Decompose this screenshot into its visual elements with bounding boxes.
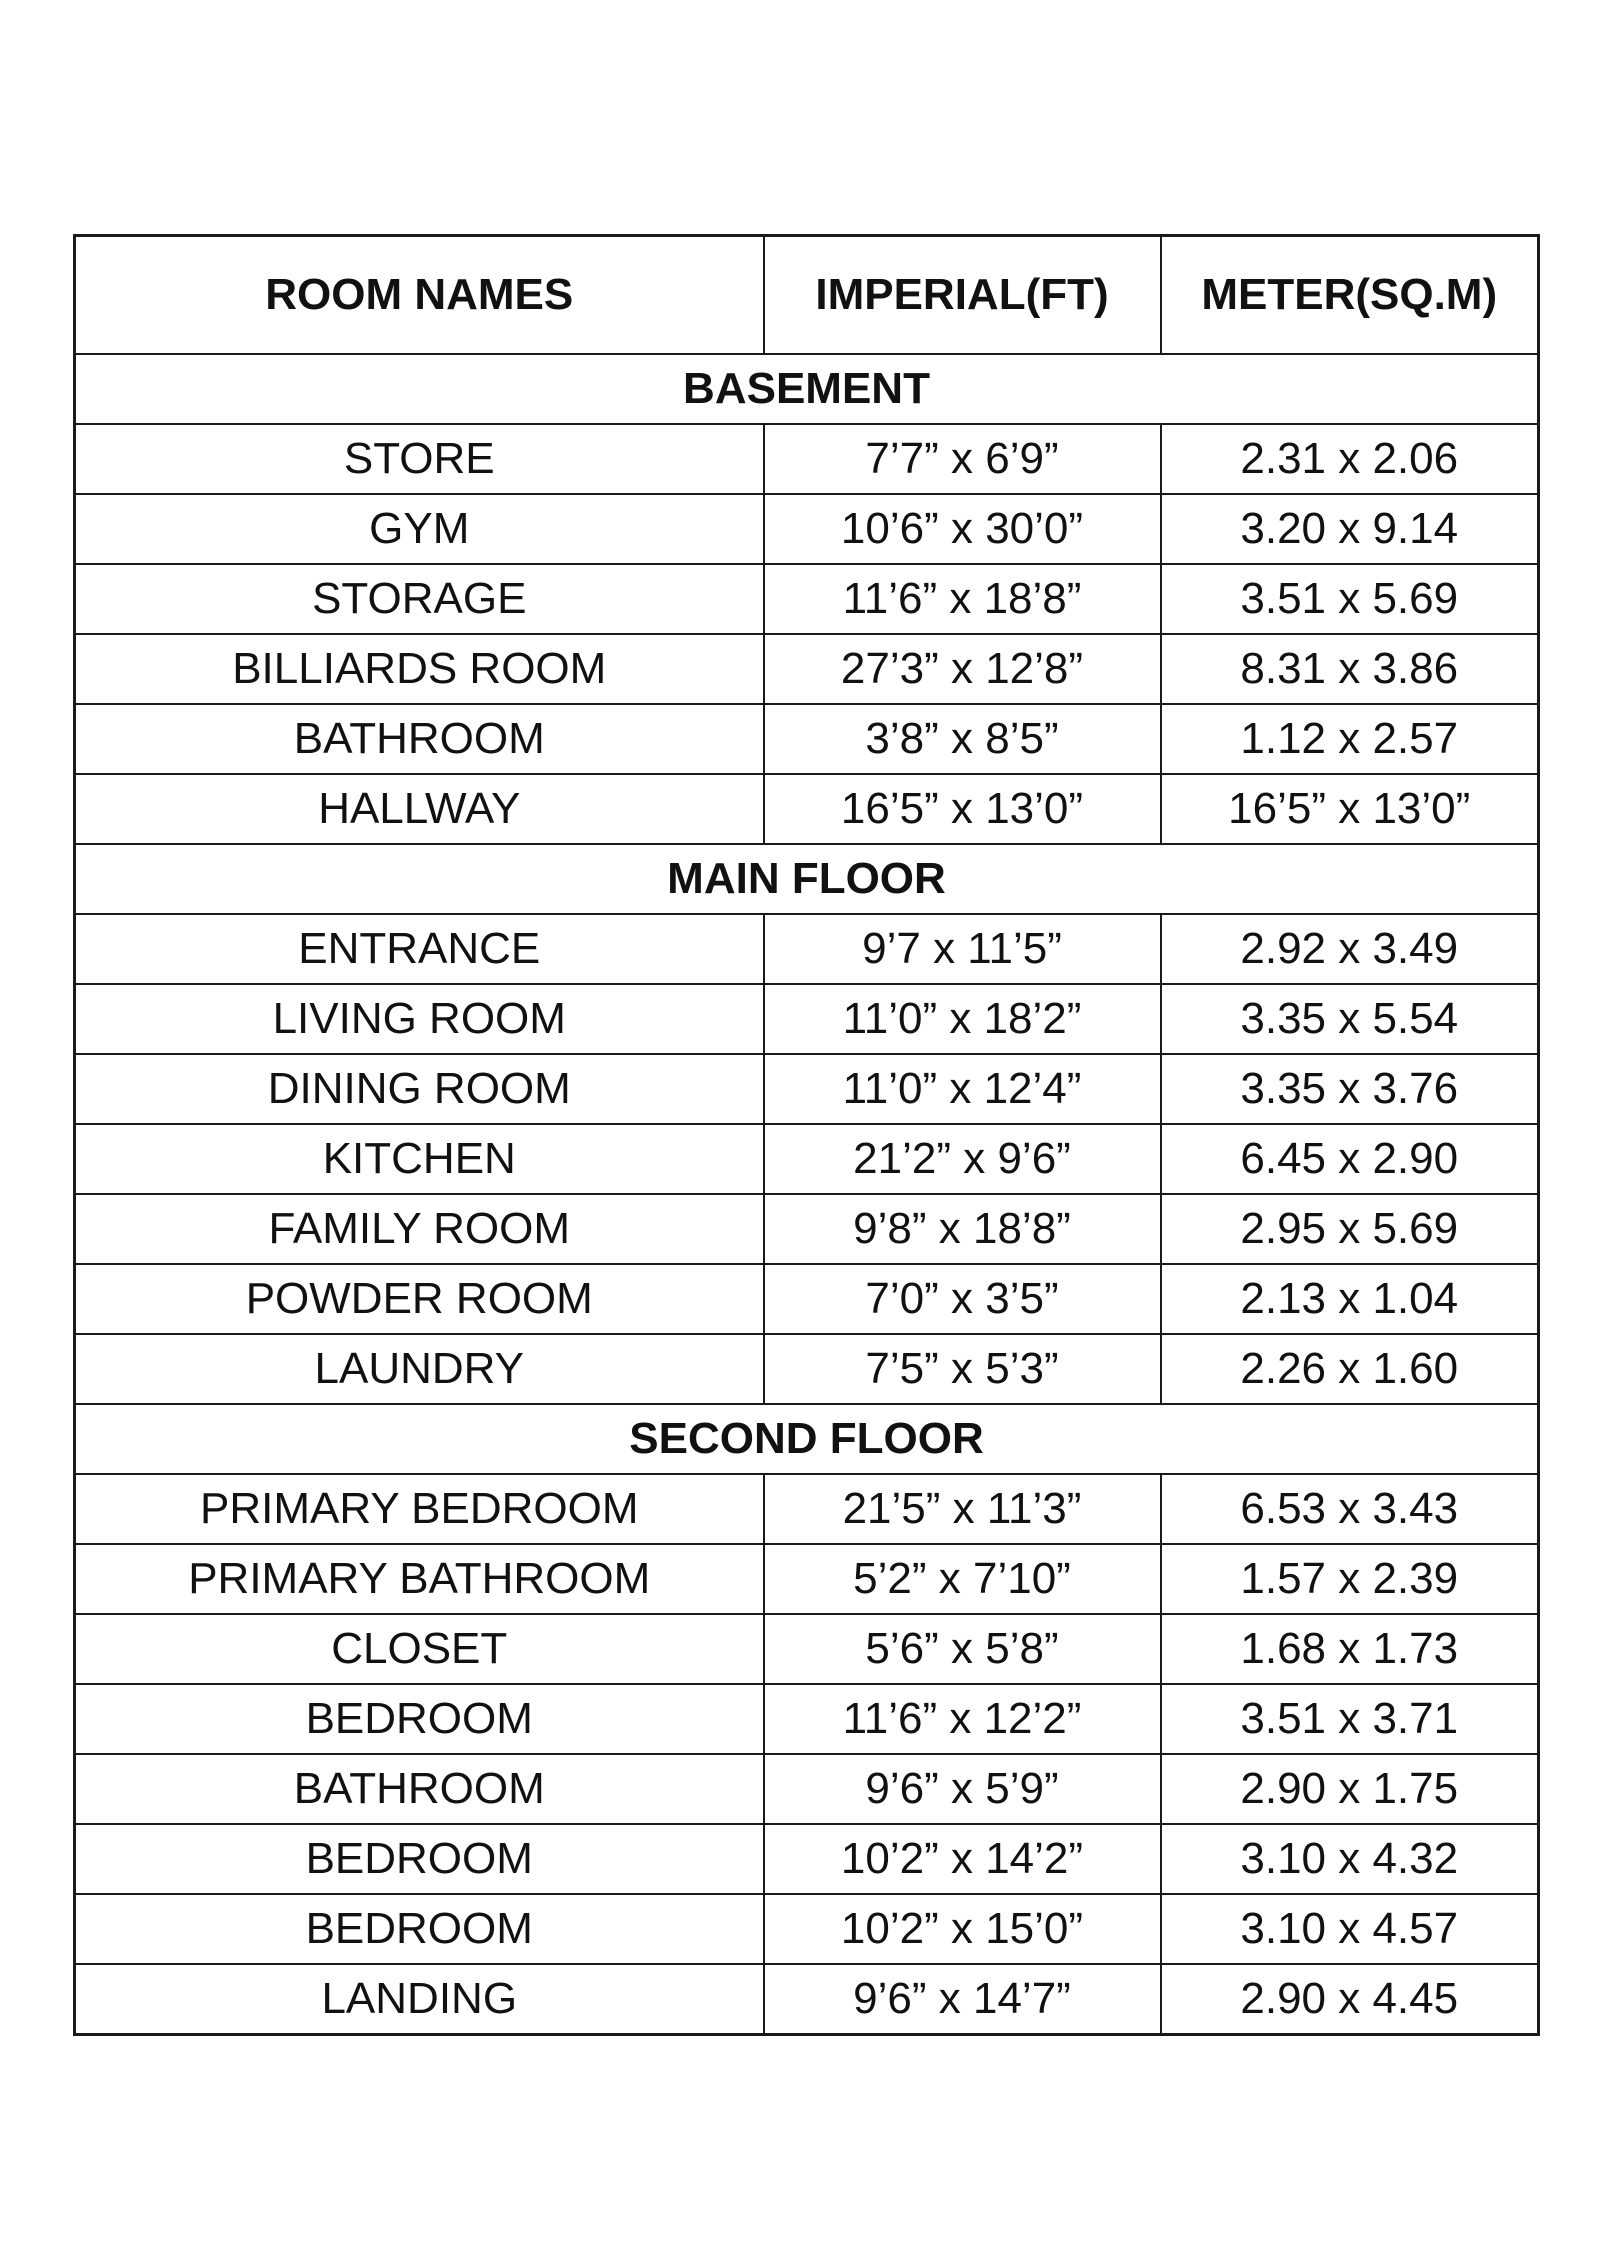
table-row: [75, 1264, 1539, 1334]
room-name-cell: STORE: [75, 424, 764, 494]
table-body: [75, 354, 1539, 2035]
room-name-cell: CLOSET: [75, 1614, 764, 1684]
table-row: [75, 1894, 1539, 1964]
imperial-cell: 3’8” x 8’5”: [764, 704, 1161, 774]
meter-cell: 2.90 x 1.75: [1161, 1754, 1539, 1824]
table-row: [75, 634, 1539, 704]
meter-cell: 1.68 x 1.73: [1161, 1614, 1539, 1684]
section-row: [75, 354, 1539, 424]
table-row: [75, 1194, 1539, 1264]
table-row: [75, 564, 1539, 634]
header-room-names: ROOM NAMES: [75, 236, 764, 355]
table-row: [75, 1824, 1539, 1894]
table-row: [75, 774, 1539, 844]
imperial-cell: 16’5” x 13’0”: [764, 774, 1161, 844]
imperial-cell: 7’7” x 6’9”: [764, 424, 1161, 494]
meter-cell: 3.35 x 3.76: [1161, 1054, 1539, 1124]
imperial-cell: 5’6” x 5’8”: [764, 1614, 1161, 1684]
meter-cell: 2.26 x 1.60: [1161, 1334, 1539, 1404]
imperial-cell: 7’0” x 3’5”: [764, 1264, 1161, 1334]
table-row: [75, 1614, 1539, 1684]
meter-cell: 1.57 x 2.39: [1161, 1544, 1539, 1614]
table-row: [75, 1964, 1539, 2035]
imperial-cell: 7’5” x 5’3”: [764, 1334, 1161, 1404]
room-name-cell: FAMILY ROOM: [75, 1194, 764, 1264]
imperial-cell: 11’6” x 18’8”: [764, 564, 1161, 634]
meter-cell: 1.12 x 2.57: [1161, 704, 1539, 774]
imperial-cell: 5’2” x 7’10”: [764, 1544, 1161, 1614]
meter-cell: 6.45 x 2.90: [1161, 1124, 1539, 1194]
room-name-cell: GYM: [75, 494, 764, 564]
meter-cell: 3.10 x 4.32: [1161, 1824, 1539, 1894]
meter-cell: 2.92 x 3.49: [1161, 914, 1539, 984]
imperial-cell: 11’6” x 12’2”: [764, 1684, 1161, 1754]
meter-cell: 3.20 x 9.14: [1161, 494, 1539, 564]
room-name-cell: BEDROOM: [75, 1684, 764, 1754]
room-name-cell: BATHROOM: [75, 704, 764, 774]
imperial-cell: 9’7 x 11’5”: [764, 914, 1161, 984]
table-row: [75, 914, 1539, 984]
room-name-cell: BEDROOM: [75, 1894, 764, 1964]
header-row: [75, 236, 1539, 355]
section-title: SECOND FLOOR: [75, 1404, 1539, 1474]
table-row: [75, 1754, 1539, 1824]
imperial-cell: 11’0” x 18’2”: [764, 984, 1161, 1054]
imperial-cell: 27’3” x 12’8”: [764, 634, 1161, 704]
room-name-cell: BILLIARDS ROOM: [75, 634, 764, 704]
imperial-cell: 9’6” x 5’9”: [764, 1754, 1161, 1824]
meter-cell: 2.95 x 5.69: [1161, 1194, 1539, 1264]
room-name-cell: LANDING: [75, 1964, 764, 2035]
imperial-cell: 11’0” x 12’4”: [764, 1054, 1161, 1124]
meter-cell: 16’5” x 13’0”: [1161, 774, 1539, 844]
room-name-cell: LAUNDRY: [75, 1334, 764, 1404]
room-name-cell: DINING ROOM: [75, 1054, 764, 1124]
table-row: [75, 1124, 1539, 1194]
table-row: [75, 494, 1539, 564]
room-name-cell: HALLWAY: [75, 774, 764, 844]
room-name-cell: PRIMARY BEDROOM: [75, 1474, 764, 1544]
section-title: MAIN FLOOR: [75, 844, 1539, 914]
section-row: [75, 844, 1539, 914]
room-name-cell: STORAGE: [75, 564, 764, 634]
table-row: [75, 1054, 1539, 1124]
section-row: [75, 1404, 1539, 1474]
meter-cell: 2.31 x 2.06: [1161, 424, 1539, 494]
imperial-cell: 21’5” x 11’3”: [764, 1474, 1161, 1544]
table-row: [75, 1474, 1539, 1544]
room-name-cell: BATHROOM: [75, 1754, 764, 1824]
meter-cell: 3.51 x 3.71: [1161, 1684, 1539, 1754]
table-row: [75, 424, 1539, 494]
room-name-cell: LIVING ROOM: [75, 984, 764, 1054]
meter-cell: 2.13 x 1.04: [1161, 1264, 1539, 1334]
room-dimensions-table: [73, 234, 1540, 2036]
table-row: [75, 1334, 1539, 1404]
imperial-cell: 10’2” x 15’0”: [764, 1894, 1161, 1964]
table-row: [75, 1544, 1539, 1614]
section-title: BASEMENT: [75, 354, 1539, 424]
imperial-cell: 9’6” x 14’7”: [764, 1964, 1161, 2035]
meter-cell: 3.10 x 4.57: [1161, 1894, 1539, 1964]
room-name-cell: PRIMARY BATHROOM: [75, 1544, 764, 1614]
meter-cell: 6.53 x 3.43: [1161, 1474, 1539, 1544]
room-dimensions-sheet: [73, 234, 1537, 2036]
imperial-cell: 10’2” x 14’2”: [764, 1824, 1161, 1894]
meter-cell: 3.35 x 5.54: [1161, 984, 1539, 1054]
room-name-cell: ENTRANCE: [75, 914, 764, 984]
meter-cell: 8.31 x 3.86: [1161, 634, 1539, 704]
imperial-cell: 10’6” x 30’0”: [764, 494, 1161, 564]
room-name-cell: POWDER ROOM: [75, 1264, 764, 1334]
meter-cell: 3.51 x 5.69: [1161, 564, 1539, 634]
imperial-cell: 9’8” x 18’8”: [764, 1194, 1161, 1264]
imperial-cell: 21’2” x 9’6”: [764, 1124, 1161, 1194]
meter-cell: 2.90 x 4.45: [1161, 1964, 1539, 2035]
table-row: [75, 1684, 1539, 1754]
header-meter: METER(SQ.M): [1161, 236, 1539, 355]
room-name-cell: KITCHEN: [75, 1124, 764, 1194]
table-row: [75, 704, 1539, 774]
table-row: [75, 984, 1539, 1054]
header-imperial: IMPERIAL(FT): [764, 236, 1161, 355]
room-name-cell: BEDROOM: [75, 1824, 764, 1894]
